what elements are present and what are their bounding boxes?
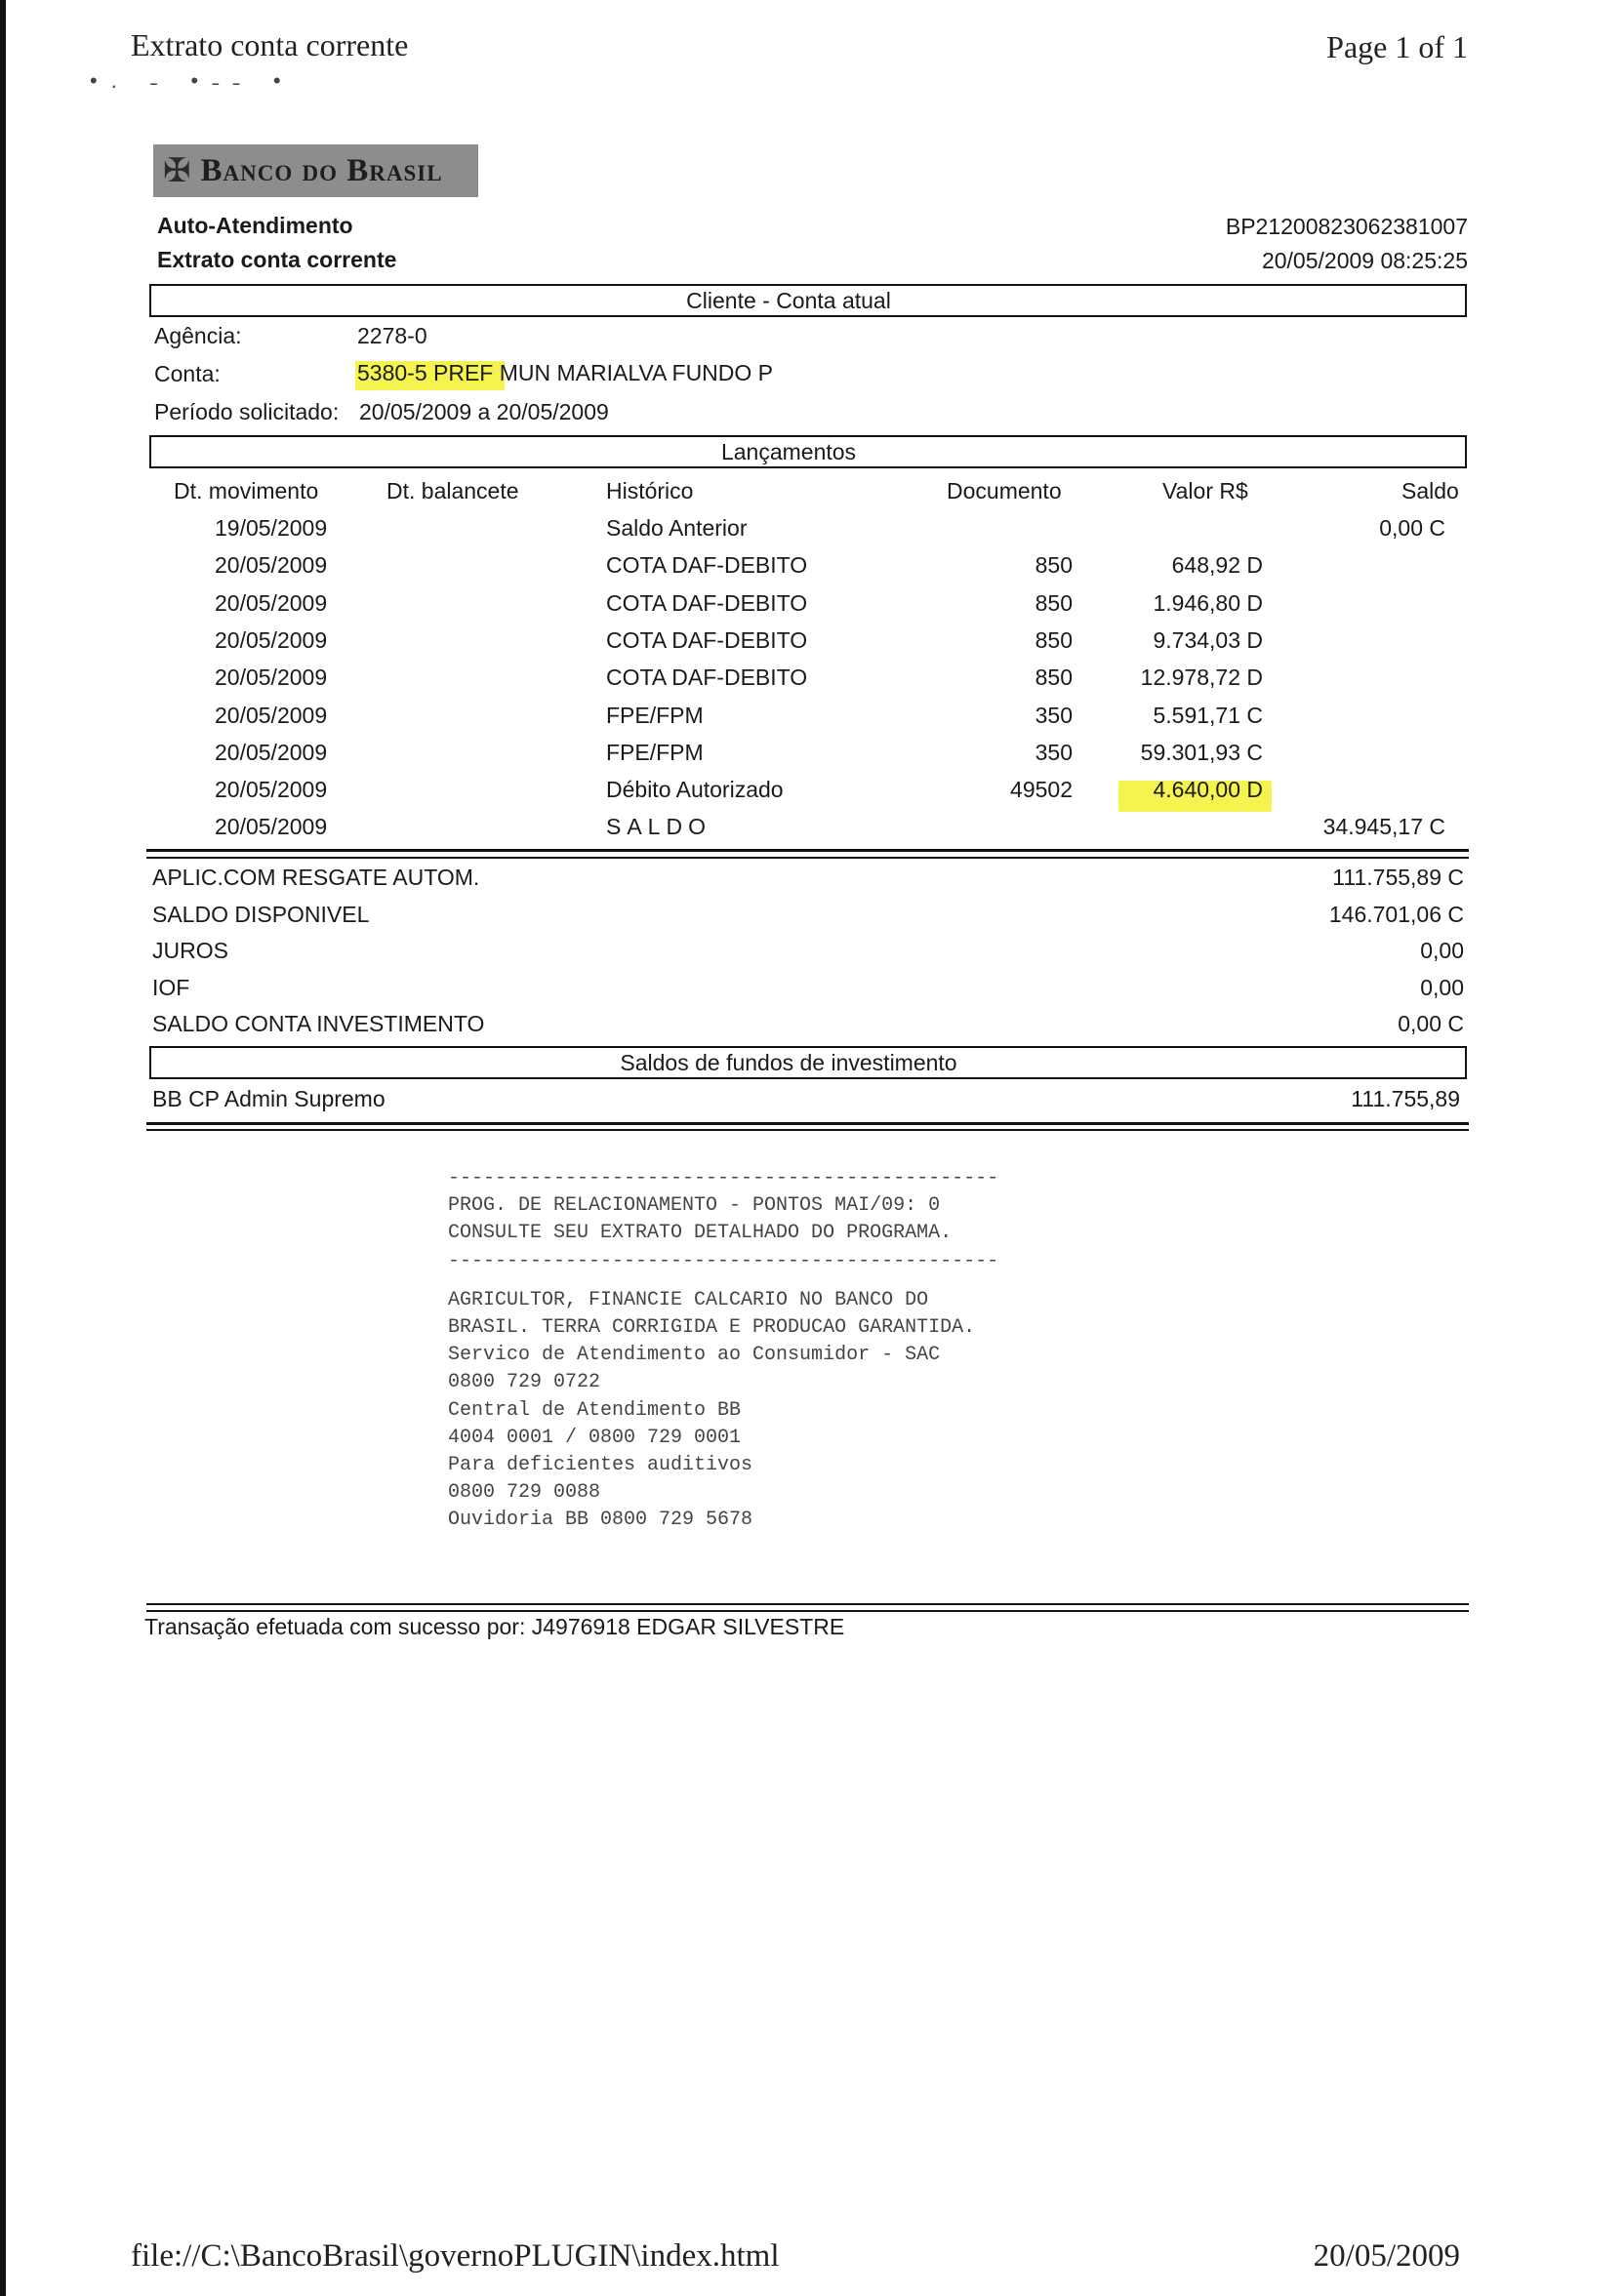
section-cliente (149, 284, 1467, 317)
cell-historico: Saldo Anterior (606, 515, 748, 541)
summary-value: 146.701,06 C (1328, 901, 1464, 927)
cell-historico: SALDO (606, 814, 711, 840)
summary-value: 0,00 C (1398, 1011, 1464, 1036)
cell-documento: 350 (1035, 739, 1073, 765)
divider (146, 1610, 1469, 1612)
periodo-value: 20/05/2009 a 20/05/2009 (359, 399, 609, 424)
cell-valor: 59.301,93 C (1140, 739, 1263, 765)
page-indicator: Page 1 of 1 (1326, 29, 1468, 64)
cell-historico: FPE/FPM (606, 702, 704, 728)
message-line: 4004 0001 / 0800 729 0001 (448, 1426, 742, 1449)
col-header-movimento: Dt. movimento (174, 478, 319, 504)
cell-movimento: 20/05/2009 (215, 777, 328, 803)
fund-value: 111.755,89 (1351, 1086, 1460, 1111)
section-fundos-title: Saldos de fundos de investimento (620, 1050, 957, 1075)
section-lancamentos-title: Lançamentos (720, 439, 857, 464)
browser-title: Extrato conta corrente (131, 27, 409, 62)
col-header-historico: Histórico (606, 478, 694, 504)
divider (146, 849, 1469, 852)
cell-historico: COTA DAF-DEBITO (606, 665, 808, 691)
col-header-balancete: Dt. balancete (386, 478, 519, 504)
message-line: PROG. DE RELACIONAMENTO - PONTOS MAI/09: 0 (448, 1194, 941, 1218)
cell-documento: 850 (1035, 626, 1073, 653)
transaction-status: Transação efetuada com sucesso por: J4976918 EDGAR SILVESTRE (144, 1614, 845, 1639)
cell-movimento: 20/05/2009 (215, 665, 328, 691)
cell-movimento: 20/05/2009 (215, 814, 328, 840)
agencia-label: Agência: (154, 323, 242, 348)
col-header-valor: Valor R$ (1162, 478, 1248, 504)
page-title: Extrato conta corrente (157, 247, 397, 272)
cell-movimento: 20/05/2009 (215, 626, 328, 653)
cell-documento: 850 (1035, 552, 1073, 579)
summary-label: JUROS (152, 938, 228, 963)
cell-valor: 12.978,72 D (1140, 665, 1263, 691)
message-line: ----------------------------------------------- (448, 1249, 999, 1272)
periodo-label: Período solicitado: (154, 399, 340, 424)
cell-historico: Débito Autorizado (606, 777, 784, 803)
agencia-value: 2278-0 (357, 323, 427, 348)
cell-valor: 5.591,71 C (1153, 702, 1263, 728)
cell-documento: 850 (1035, 589, 1073, 616)
divider (146, 1122, 1469, 1125)
section-fundos (149, 1046, 1467, 1079)
message-line: 0800 729 0088 (448, 1481, 601, 1505)
cell-historico: FPE/FPM (606, 739, 704, 765)
cell-movimento: 19/05/2009 (215, 515, 328, 541)
message-line: BRASIL. TERRA CORRIGIDA E PRODUCAO GARANTIDA. (448, 1316, 976, 1339)
cell-movimento: 20/05/2009 (215, 702, 328, 728)
message-line: CONSULTE SEU EXTRATO DETALHADO DO PROGRAMA. (448, 1222, 953, 1245)
bank-logo (153, 144, 478, 197)
col-header-saldo: Saldo (1401, 478, 1459, 504)
summary-value: 111.755,89 C (1332, 865, 1464, 890)
cell-valor: 1.946,80 D (1153, 589, 1263, 616)
cell-movimento: 20/05/2009 (215, 552, 328, 579)
bb-logo-icon: ✠ (163, 152, 191, 189)
print-date: 20/05/2009 (1313, 2238, 1460, 2274)
section-lancamentos (149, 435, 1467, 468)
cell-historico: COTA DAF-DEBITO (606, 589, 808, 616)
document-datetime: 20/05/2009 08:25:25 (1261, 248, 1468, 273)
cell-documento: 49502 (1010, 777, 1073, 803)
message-line: Central de Atendimento BB (448, 1398, 742, 1422)
message-line: Para deficientes auditivos (448, 1454, 753, 1476)
cell-documento: 350 (1035, 702, 1073, 728)
cell-valor: 648,92 D (1171, 552, 1263, 579)
summary-label: APLIC.COM RESGATE AUTOM. (152, 865, 480, 890)
cell-valor: 4.640,00 D (1153, 777, 1263, 803)
scan-marks: •. ˗ •˗˗ • (90, 68, 295, 93)
message-line: Ouvidoria BB 0800 729 5678 (448, 1509, 753, 1532)
message-line: Servico de Atendimento ao Consumidor - SAC (448, 1344, 941, 1367)
cell-valor: 9.734,03 D (1153, 626, 1263, 653)
bank-logo-text: Banco do Brasil (200, 152, 443, 188)
cell-documento: 850 (1035, 665, 1073, 691)
section-cliente-title: Cliente - Conta atual (686, 288, 891, 313)
summary-value: 0,00 (1420, 974, 1464, 1000)
file-path: file://C:\BancoBrasil\governoPLUGIN\index.html (131, 2238, 780, 2274)
cell-saldo: 0,00 C (1379, 515, 1445, 541)
divider (146, 1603, 1469, 1605)
message-line: ----------------------------------------------- (448, 1167, 999, 1189)
cell-historico: COTA DAF-DEBITO (606, 626, 808, 653)
divider (146, 857, 1469, 859)
cell-historico: COTA DAF-DEBITO (606, 552, 808, 579)
fund-name: BB CP Admin Supremo (152, 1086, 386, 1111)
conta-value: 5380-5 PREF MUN MARIALVA FUNDO P (357, 360, 774, 385)
document-code: BP21200823062381007 (1225, 214, 1468, 239)
summary-label: IOF (152, 974, 190, 1000)
col-header-documento: Documento (947, 478, 1062, 504)
service-name: Auto-Atendimento (157, 213, 353, 238)
message-line: AGRICULTOR, FINANCIE CALCARIO NO BANCO DO (448, 1288, 929, 1311)
cell-saldo: 34.945,17 C (1322, 814, 1445, 840)
scan-edge (0, 0, 6, 2296)
summary-label: SALDO DISPONIVEL (152, 901, 370, 927)
cell-movimento: 20/05/2009 (215, 739, 328, 765)
conta-label: Conta: (154, 361, 221, 386)
summary-label: SALDO CONTA INVESTIMENTO (152, 1011, 485, 1036)
cell-movimento: 20/05/2009 (215, 589, 328, 616)
message-line: 0800 729 0722 (448, 1371, 601, 1394)
divider (146, 1129, 1469, 1131)
summary-value: 0,00 (1420, 938, 1464, 963)
